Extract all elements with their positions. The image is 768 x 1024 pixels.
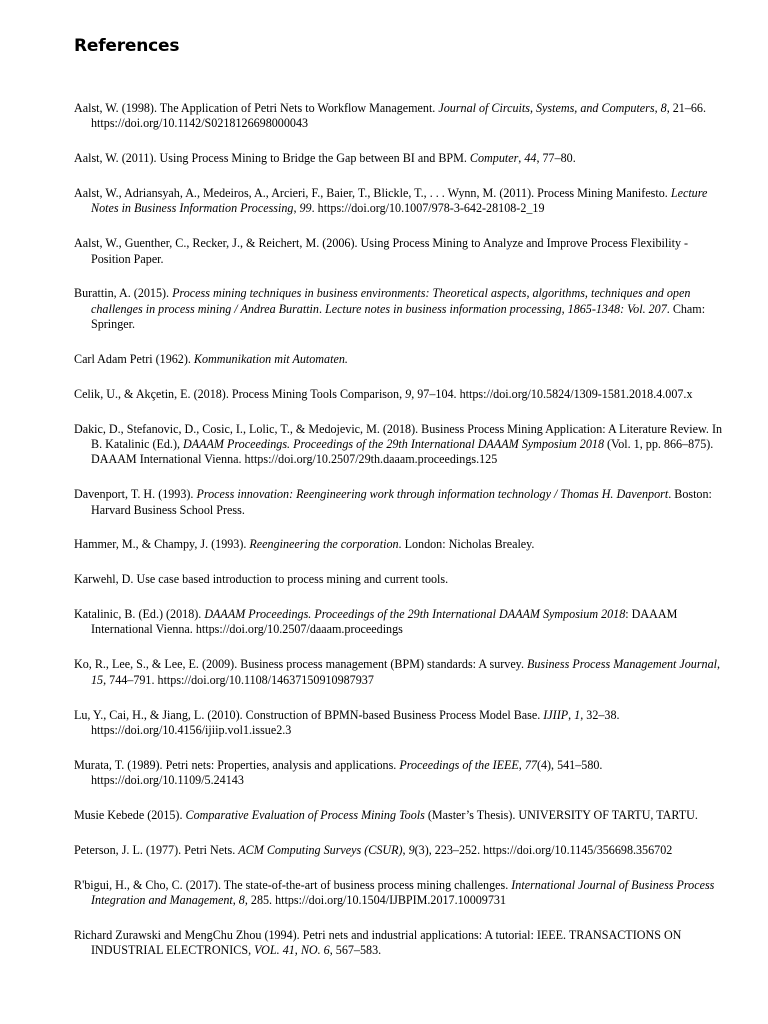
- reference-italic-text: ACM Computing Surveys (CSUR): [238, 842, 403, 857]
- reference-text: , 77–80.: [536, 151, 576, 166]
- reference-text: , 744–791. https://doi.org/10.1108/14637150910987937: [103, 672, 374, 687]
- reference-text: Richard Zurawski and MengChu Zhou (1994). Petri nets and industrial applications: A tutorial: IEEE. TRANSACTIONS ON INDUSTRIAL ELECTRONICS,: [74, 927, 682, 958]
- reference-italic-text: 77: [524, 757, 537, 772]
- reference-italic-text: 9: [405, 386, 412, 401]
- reference-text: ,: [293, 201, 300, 216]
- reference-italic-text: Business Process Management Journal: [527, 657, 717, 672]
- reference-text: .: [318, 301, 326, 316]
- reference-text: . Cham: Springer.: [91, 301, 706, 332]
- reference-entry: [74, 352, 730, 367]
- reference-italic-text: Process innovation: Reengineering work through information technology / Thomas H. Davenport: [196, 487, 669, 502]
- reference-italic-text: 15: [91, 672, 104, 687]
- reference-text: Murata, T. (1989). Petri nets: Properties, analysis and applications.: [74, 757, 400, 772]
- reference-text: Burattin, A. (2015).: [74, 286, 173, 301]
- reference-text: Musie Kebede (2015).: [74, 807, 186, 822]
- reference-italic-text: 44: [524, 151, 537, 166]
- reference-text: : DAAAM International Vienna. https://doi.org/10.2507/daaam.proceedings: [91, 607, 678, 637]
- reference-entry: [74, 657, 730, 688]
- reference-text: ,: [654, 101, 661, 115]
- reference-text: , 567–583.: [329, 943, 382, 958]
- reference-text: Davenport, T. H. (1993).: [74, 487, 197, 502]
- reference-italic-text: Lecture notes in business information processing, 1865-1348: Vol. 207: [325, 301, 667, 316]
- reference-text: Celik, U., & Akçetin, E. (2018). Process Mining Tools Comparison,: [74, 386, 406, 401]
- reference-entry: [74, 708, 730, 739]
- references-heading: References: [74, 36, 180, 56]
- reference-entry: [74, 758, 730, 789]
- reference-italic-text: DAAAM Proceedings. Proceedings of the 29th International DAAAM Symposium 2018: [204, 607, 626, 622]
- reference-italic-text: 99: [299, 201, 312, 216]
- reference-entry: [74, 843, 730, 858]
- reference-italic-text: DAAAM Proceedings. Proceedings of the 29th International DAAAM Symposium 2018: [183, 437, 604, 452]
- reference-text: . London: Nicholas Brealey.: [398, 537, 535, 552]
- reference-text: Ko, R., Lee, S., & Lee, E. (2009). Business process management (BPM) standards: A survey.: [74, 657, 527, 672]
- reference-italic-text: 1: [574, 707, 581, 722]
- reference-italic-text: Proceedings of the IEEE: [399, 757, 519, 772]
- reference-italic-text: Computer: [469, 151, 519, 166]
- reference-list: [74, 101, 730, 978]
- reference-entry: [74, 572, 730, 587]
- reference-italic-text: Journal of Circuits, Systems, and Computers: [438, 101, 655, 115]
- reference-text: Hammer, M., & Champy, J. (1993).: [74, 537, 250, 552]
- reference-text: Aalst, W., Guenther, C., Recker, J., & Reichert, M. (2006). Using Process Mining to Analyze and Improve Process Flexibility - Position Paper.: [74, 236, 689, 266]
- reference-italic-text: Comparative Evaluation of Process Mining Tools: [185, 807, 425, 822]
- reference-text: , 97–104. https://doi.org/10.5824/1309-1581.2018.4.007.x: [411, 386, 693, 401]
- reference-text: Aalst, W., Adriansyah, A., Medeiros, A., Arcieri, F., Baier, T., Blickle, T., . . . Wynn, M. (2011). Process Mining Manifesto.: [74, 186, 671, 201]
- reference-text: Aalst, W. (1998). The Application of Petri Nets to Workflow Management.: [74, 101, 439, 115]
- reference-text: ,: [402, 842, 409, 857]
- reference-text: Katalinic, B. (Ed.) (2018).: [74, 607, 205, 622]
- reference-italic-text: 9: [408, 842, 415, 857]
- reference-text: Dakic, D., Stefanovic, D., Cosic, I., Lolic, T., & Medojevic, M. (2018). Business Process Mining Application: A Literature Review. In B. Katalinic (Ed.),: [74, 421, 723, 452]
- reference-italic-text: International Journal of Business Process Integration and Management: [91, 877, 715, 907]
- reference-italic-text: Kommunikation mit Automaten.: [193, 351, 348, 366]
- reference-text: (4), 541–580. https://doi.org/10.1109/5.24143: [91, 757, 603, 788]
- reference-text: (Master’s Thesis). UNIVERSITY OF TARTU, TARTU.: [424, 807, 698, 822]
- reference-text: Karwehl, D. Use case based introduction to process mining and current tools.: [74, 572, 449, 587]
- reference-text: (Vol. 1, pp. 866–875). DAAAM International Vienna. https://doi.org/10.2507/29th.daaam.proceedings.125: [91, 437, 714, 467]
- reference-text: Aalst, W. (2011). Using Process Mining to Bridge the Gap between BI and BPM.: [74, 151, 470, 166]
- reference-italic-text: Lecture Notes in Business Information Processing: [91, 186, 708, 216]
- reference-text: R'bigui, H., & Cho, C. (2017). The state-of-the-art of business process mining challenges.: [74, 877, 512, 892]
- reference-entry: [74, 236, 730, 267]
- reference-entry: [74, 286, 730, 332]
- reference-text: . https://doi.org/10.1007/978-3-642-28108-2_19: [311, 201, 545, 216]
- reference-entry: [74, 101, 730, 132]
- reference-entry: [74, 537, 730, 552]
- reference-text: Peterson, J. L. (1977). Petri Nets.: [74, 842, 239, 857]
- reference-text: ,: [518, 151, 525, 166]
- reference-text: ,: [568, 707, 575, 722]
- reference-text: , 285. https://doi.org/10.1504/IJBPIM.2017.10009731: [244, 893, 506, 907]
- reference-italic-text: 8: [660, 101, 667, 115]
- reference-italic-text: 8: [238, 893, 245, 907]
- reference-text: . Boston: Harvard Business School Press.: [91, 487, 712, 517]
- reference-italic-text: Reengineering the corporation: [249, 537, 399, 552]
- reference-entry: [74, 928, 730, 959]
- reference-entry: [74, 151, 730, 166]
- reference-entry: [74, 607, 730, 638]
- reference-entry: [74, 808, 730, 823]
- reference-italic-text: VOL. 41, NO. 6: [254, 943, 330, 958]
- reference-entry: [74, 387, 730, 402]
- reference-text: , 32–38. https://doi.org/10.4156/ijiip.vol1.issue2.3: [91, 707, 620, 737]
- reference-entry: [74, 186, 730, 217]
- reference-text: ,: [232, 893, 239, 907]
- reference-text: Carl Adam Petri (1962).: [74, 351, 194, 366]
- reference-text: ,: [518, 757, 525, 772]
- reference-entry: [74, 487, 730, 518]
- reference-text: ,: [717, 657, 721, 672]
- reference-text: , 21–66. https://doi.org/10.1142/S0218126698000043: [91, 101, 706, 131]
- reference-entry: [74, 422, 730, 468]
- reference-entry: [74, 878, 730, 909]
- reference-text: Lu, Y., Cai, H., & Jiang, L. (2010). Construction of BPMN-based Business Process Model Base.: [74, 707, 544, 722]
- reference-italic-text: Process mining techniques in business environments: Theoretical aspects, algorithms, techniques and open challenges in process mining / Andrea Burattin: [91, 286, 691, 316]
- reference-italic-text: IJIIP: [543, 707, 569, 722]
- reference-text: (3), 223–252. https://doi.org/10.1145/356698.356702: [414, 842, 673, 857]
